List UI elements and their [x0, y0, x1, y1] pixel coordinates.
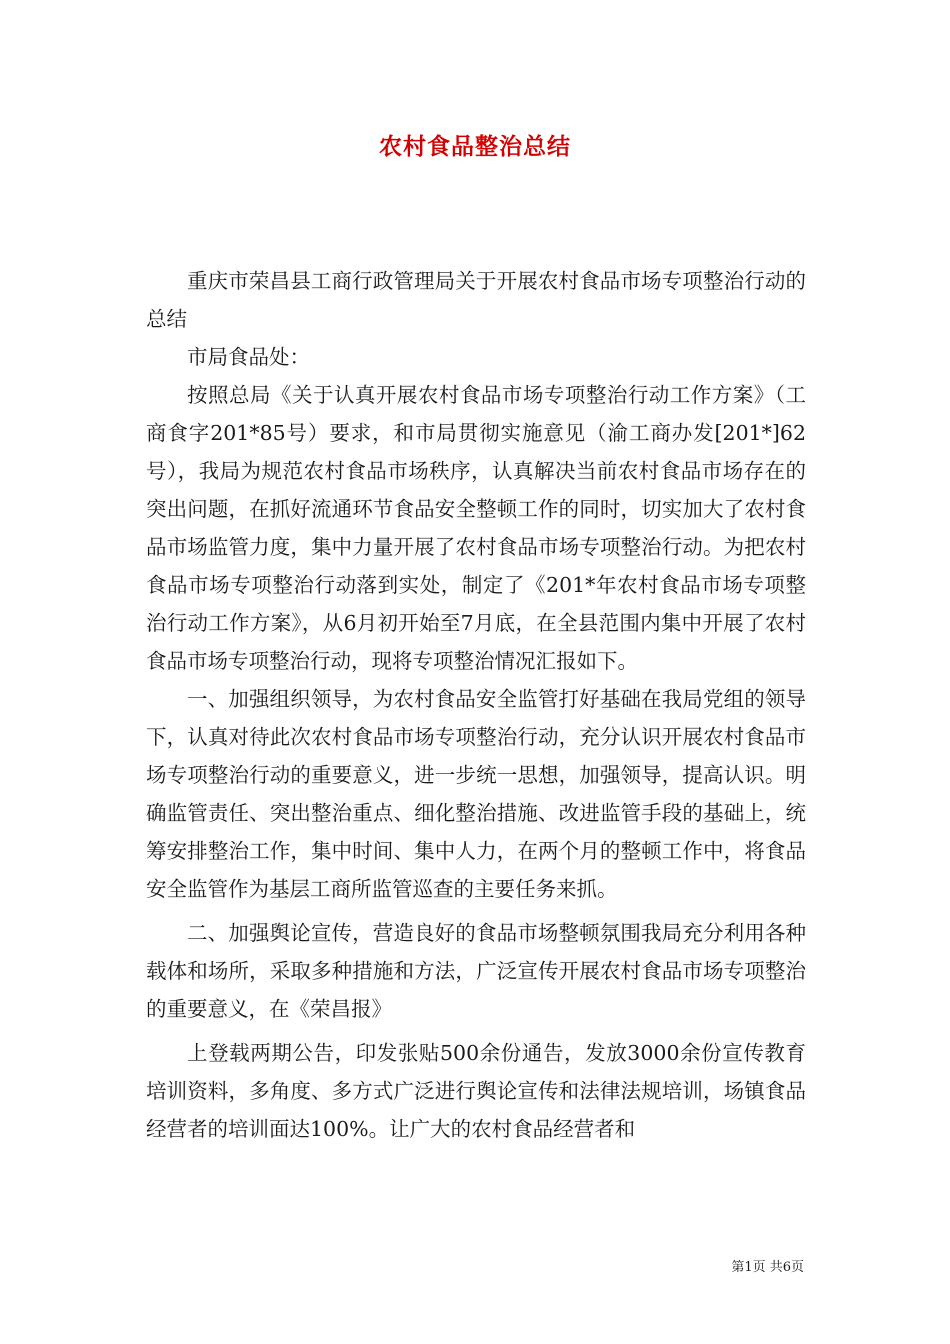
document-title: 农村食品整治总结 [379, 133, 571, 160]
paragraph-section-1: 一、加强组织领导，为农村食品安全监管打好基础在我局党组的领导下，认真对待此次农村食品市场专项整治行动，充分认识开展农村食品市场专项整治行动的重要意义，进一步统一思想，加强领导，提高认识。明确监管责任、突出整治重点、细化整治措施、改进监管手段的基础上，统筹安排整治工作，集中时间、集中人力，在两个月的整顿工作中，将食品安全监管作为基层工商所监管巡查的主要任务来抓。 [146, 687, 806, 901]
paragraph-heading: 重庆市荣昌县工商行政管理局关于开展农村食品市场专项整治行动的总结 [146, 269, 806, 331]
paragraph-section-2: 二、加强舆论宣传，营造良好的食品市场整顿氛围我局充分利用各种载体和场所，采取多种措施和方法，广泛宣传开展农村食品市场专项整治的重要意义，在《荣昌报》 [146, 921, 806, 1021]
paragraph-continuation: 上登载两期公告，印发张贴500余份通告，发放3000余份宣传教育培训资料，多角度、多方式广泛进行舆论宣传和法律法规培训，场镇食品经营者的培训面达100%。让广大的农村食品经营者和 [146, 1041, 806, 1141]
document-body [146, 262, 806, 1148]
page-number: 第1页 共6页 [731, 1260, 804, 1275]
paragraph-salutation: 市局食品处： [187, 345, 310, 369]
paragraph-intro: 按照总局《关于认真开展农村食品市场专项整治行动工作方案》（工商食字201*85号）要求，和市局贯彻实施意见（渝工商办发[201*]62号），我局为规范农村食品市场秩序，认真解决当前农村食品市场存在的突出问题，在抓好流通环节食品安全整顿工作的同时，切实加大了农村食品市场监管力度，集中力量开展了农村食品市场专项整治行动。为把农村食品市场专项整治行动落到实处，制定了《201*年农村食品市场专项整治行动工作方案》，从6月初开始至7月底，在全县范围内集中开展了农村食品市场专项整治行动，现将专项整治情况汇报如下。 [146, 383, 806, 673]
